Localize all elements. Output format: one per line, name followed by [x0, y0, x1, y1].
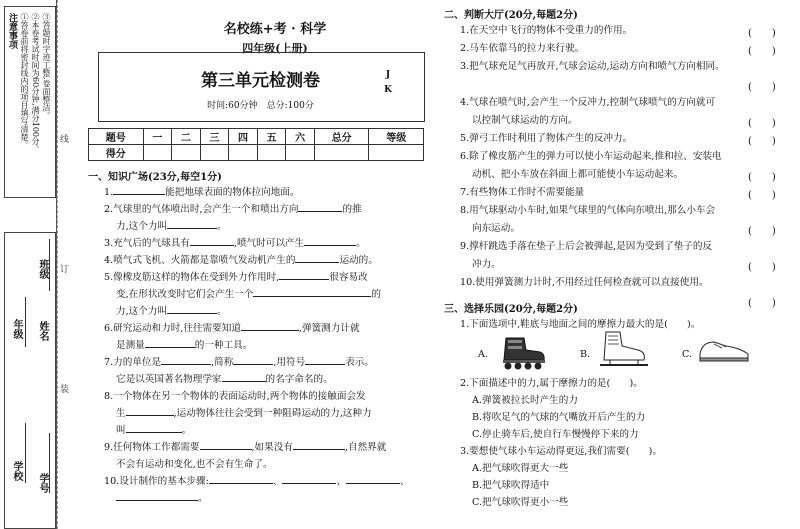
field-id: [35, 473, 50, 497]
s3-q1-option-c[interactable]: C.: [682, 349, 693, 360]
score-cell[interactable]: [369, 145, 424, 161]
s3-q1: 1.下面选项中,鞋底与地面之间的摩擦力最大的是( )。: [460, 319, 701, 330]
sneaker-icon: [696, 336, 752, 364]
field-class-line[interactable]: [49, 239, 50, 291]
field-id-label: 学号: [37, 473, 48, 493]
s1-q5: [104, 269, 368, 286]
answer-blank[interactable]: [293, 439, 345, 450]
answer-blank[interactable]: [304, 235, 356, 246]
answer-blank[interactable]: [116, 490, 198, 501]
answer-paren[interactable]: ( ): [748, 118, 776, 129]
score-cell[interactable]: [143, 145, 172, 161]
s1-q6-cont: [116, 337, 252, 354]
s1-q9-cont: [116, 456, 273, 473]
s1-q7-cont-text2: 的名字命名的。: [265, 374, 333, 385]
answer-blank[interactable]: [346, 473, 400, 484]
field-class-label: 班级: [37, 259, 48, 279]
s1-q6: [104, 320, 360, 337]
s1-q9-cont-text: 不会有运动和变化,也不会有生命了。: [116, 459, 273, 470]
answer-blank[interactable]: [233, 354, 273, 365]
s1-q7-text2: ,简称: [211, 357, 234, 368]
s1-q5-text2: 很容易改: [329, 272, 368, 283]
s3-q1-option-a[interactable]: A.: [478, 349, 488, 360]
notice-2: ②本卷考试时间为60分钟,满分100分。: [31, 13, 40, 153]
s3-q2-option-c[interactable]: C.停止骑车后,使自行车慢慢停下来的力: [472, 429, 639, 440]
cut-mark-staple: 订: [60, 265, 70, 275]
s1-q5-cont-text2: 的: [371, 289, 381, 300]
answer-blank[interactable]: [222, 371, 266, 382]
grade-label: 四年级(上册): [242, 42, 308, 55]
cut-mark-bind: 装: [60, 385, 70, 395]
score-table-header: [89, 129, 424, 145]
s1-q5-cont2-text2: 。: [217, 306, 227, 317]
field-school-label: 学校: [11, 461, 22, 481]
jk-mark: [382, 68, 394, 98]
s1-q5-cont2-text: 力,这个力叫: [116, 306, 168, 317]
s1-q1: [104, 184, 299, 201]
ice-skate-icon: [598, 330, 650, 370]
section2-title: 二、判断大厅(20分,每题2分): [444, 10, 578, 21]
answer-blank[interactable]: [145, 337, 195, 348]
s1-q10-text3: 、: [336, 476, 347, 487]
s1-q7-text4: 表示。: [345, 357, 374, 368]
s1-q2-text2: 的推: [342, 204, 362, 215]
s3-q3-option-a[interactable]: A.把气球吹得更大一些: [472, 463, 569, 474]
s3-q1-option-b[interactable]: B.: [580, 349, 591, 360]
exam-meta: 时间:60分钟 总分:100分: [207, 101, 314, 111]
cut-mark-line: 线: [60, 135, 70, 145]
field-name: [35, 321, 50, 345]
s1-q8-cont: [116, 405, 372, 422]
answer-paren[interactable]: ( ): [748, 46, 776, 57]
answer-blank[interactable]: [295, 252, 339, 263]
s1-q5-cont-text: 变,在形状改变时它们会产生一个: [116, 289, 254, 300]
score-header-cell: 题号: [89, 129, 144, 145]
s1-q8-cont2: [116, 422, 191, 439]
answer-blank[interactable]: [279, 269, 329, 280]
binding-sidebar: [0, 0, 57, 529]
s3-q3-option-b[interactable]: B.把气球吹得适中: [472, 480, 550, 491]
score-cell[interactable]: [257, 145, 286, 161]
answer-paren[interactable]: ( ): [748, 190, 776, 201]
s2-line-6: 以控制气球运动的方向。: [472, 115, 578, 126]
s3-q2-option-b[interactable]: B.将吹足气的气球的气嘴放开后产生的力: [472, 412, 646, 423]
answer-blank[interactable]: [167, 218, 217, 229]
score-header-cell: 等级: [369, 129, 424, 145]
answer-blank[interactable]: [200, 439, 252, 450]
answer-paren[interactable]: ( ): [748, 28, 776, 39]
cut-line: [57, 0, 58, 529]
s1-q8-cont2-text: 叫: [116, 425, 126, 436]
s2-line-15: 10.使用弹簧测力计时,不用经过任何检查就可以直接使用。: [460, 277, 709, 288]
s1-q8: [104, 388, 366, 405]
answer-blank[interactable]: [209, 473, 273, 484]
jk-mark-k: K: [384, 85, 392, 95]
section3-title: 三、选择乐园(20分,每题2分): [444, 304, 578, 315]
s1-q8-cont2-text2: 。: [181, 425, 192, 436]
s2-line-10: 7.有些物体工作时不需要能量: [460, 187, 585, 198]
score-header-cell: 四: [229, 129, 258, 145]
field-school: [9, 461, 24, 485]
field-class: [35, 259, 50, 283]
score-cell[interactable]: [172, 145, 201, 161]
s2-line-13: 9.撑杆跳选手落在垫子上后会被弹起,是因为受到了垫子的反: [460, 241, 713, 252]
s1-q5-cont: [116, 286, 381, 303]
s1-q10-cont: [116, 490, 208, 507]
score-cell[interactable]: [200, 145, 229, 161]
answer-paren[interactable]: ( ): [748, 226, 776, 237]
notice-box: [4, 6, 56, 198]
score-header-cell: 五: [257, 129, 286, 145]
field-id-line[interactable]: [49, 433, 50, 493]
s1-q7-cont: [116, 371, 333, 388]
s1-q10-text2: 、: [272, 476, 283, 487]
s1-q2-text: 2.气球里的气体喷出时,会产生一个和喷出方向: [104, 204, 299, 215]
s1-q9-text: 9.任何物体工作都需要: [104, 442, 200, 453]
s1-q3-text3: 。: [356, 238, 366, 249]
s1-q7-cont-text: 它是以英国著名物理学家: [116, 374, 222, 385]
s1-q7-text3: ,用符号: [273, 357, 306, 368]
s1-q6-cont-text: 是测量: [116, 340, 145, 351]
s1-q10: [104, 473, 410, 490]
score-row-label: 得分: [89, 145, 144, 161]
score-header-cell: 三: [200, 129, 229, 145]
score-header-cell: 二: [172, 129, 201, 145]
notice-3: ③答题时字迹工整,卷面整洁。: [42, 13, 51, 120]
s2-line-3: 3.把气球充足气再放开,气球会运动,运动方向和喷气方向相同。: [460, 61, 725, 72]
answer-paren[interactable]: ( ): [748, 136, 776, 147]
s1-q4-text: 4.喷气式飞机、火箭都是靠喷气发动机产生的: [104, 255, 296, 266]
answer-blank[interactable]: [161, 354, 211, 365]
score-header-cell: 总分: [314, 129, 369, 145]
answer-blank[interactable]: [113, 184, 165, 195]
s1-q9-text2: ,如果没有: [251, 442, 293, 453]
field-grade-label: 年级: [11, 319, 22, 339]
s3-q3: 3.要想使气球小车运动得更远,我们需要( )。: [460, 446, 662, 457]
answer-paren[interactable]: ( ): [748, 172, 776, 183]
s1-q5-text: 5.像橡皮筋这样的物体在受到外力作用时,: [104, 272, 280, 283]
s3-q2: 2.下面描述中的力,属于摩擦力的是( )。: [460, 378, 643, 389]
field-school-line[interactable]: [25, 423, 26, 483]
field-grade-line[interactable]: [25, 297, 26, 347]
s1-q2: [104, 201, 362, 218]
answer-blank[interactable]: [253, 286, 371, 297]
s1-q9: [104, 439, 386, 456]
s2-line-1: 1.在天空中飞行的物体不受重力的作用。: [460, 25, 633, 36]
s1-q2-cont: [116, 218, 227, 235]
notice-label: 注意事项: [7, 13, 17, 49]
answer-blank[interactable]: [167, 303, 217, 314]
series-title: 名校练+考 · 科学: [223, 22, 327, 37]
score-table: [88, 128, 424, 161]
s1-q3: [104, 235, 366, 252]
s1-q1-text: 1.: [104, 187, 114, 198]
section1-title: 一、知识广场(23分,每空1分): [88, 172, 222, 183]
answer-blank[interactable]: [190, 235, 234, 246]
field-name-label: 姓名: [37, 321, 48, 341]
s2-line-11: 8.用气球驱动小车时,如果气球里的气体向东喷出,那么小车会: [460, 205, 716, 216]
answer-paren[interactable]: ( ): [748, 298, 776, 309]
s1-q6-text2: ,弹簧测力计就: [298, 323, 360, 334]
s2-line-8: 6.除了橡皮筋产生的弹力可以使小车运动起来,推和拉、安装电: [460, 151, 722, 162]
score-header-cell: 六: [286, 129, 315, 145]
s2-line-7: 5.弹弓工作时利用了物体产生的反冲力。: [460, 133, 633, 144]
field-grade: [9, 319, 24, 343]
score-cell[interactable]: [314, 145, 369, 161]
s1-q4: [104, 252, 378, 269]
answer-paren[interactable]: ( ): [748, 82, 776, 93]
s2-line-2: 2.马车依靠马的拉力来行驶。: [460, 43, 585, 54]
s1-q6-text: 6.研究运动和力时,往往需要知道: [104, 323, 241, 334]
answer-blank[interactable]: [126, 405, 174, 416]
s1-q10-text4: 、: [400, 476, 410, 487]
s3-q3-option-c[interactable]: C.把气球吹得更小一些: [472, 497, 569, 508]
score-header-cell: 一: [143, 129, 172, 145]
answer-blank[interactable]: [282, 473, 336, 484]
s2-line-5: 4.气球在喷气时,会产生一个反冲力,控制气球喷气的方向就可: [460, 97, 716, 108]
answer-paren[interactable]: ( ): [748, 262, 776, 273]
s1-q10-cont-text2: 。: [198, 493, 208, 504]
s1-q1-text2: 能把地球表面的物体拉向地面。: [165, 187, 300, 198]
score-table-row: [89, 145, 424, 161]
answer-blank[interactable]: [305, 354, 345, 365]
s1-q8-text: 8.一个物体在另一个物体的表面运动时,两个物体的接触面会发: [104, 391, 366, 402]
student-info-box: [4, 232, 56, 529]
jk-mark-j: J: [385, 70, 391, 80]
s1-q9-text3: ,自然界就: [344, 442, 387, 453]
roller-skate-icon: [498, 334, 548, 370]
score-cell[interactable]: [229, 145, 258, 161]
s1-q7: [104, 354, 374, 371]
s1-q3-text: 3.充气后的气球具有: [104, 238, 190, 249]
s1-q4-text2: 运动的。: [339, 255, 378, 266]
s1-q3-text2: ,喷气时可以产生: [233, 238, 305, 249]
s2-line-9: 动机、把小车放在斜面上都可能使小车运动起来。: [472, 169, 684, 180]
score-cell[interactable]: [286, 145, 315, 161]
notice-1: ①答卷前将密封线内的项目填写清楚。: [20, 13, 29, 149]
s1-q2-cont-text2: 。: [217, 221, 227, 232]
s1-q8-cont-text2: ,运动物体往往会受到一种阻碍运动的力,这种力: [173, 408, 372, 419]
answer-blank[interactable]: [241, 320, 299, 331]
s2-line-12: 向东运动。: [472, 223, 520, 234]
s1-q5-cont2: [116, 303, 227, 320]
s3-q2-option-a[interactable]: A.弹簧被拉长时产生的力: [472, 395, 578, 406]
s2-line-14: 冲力。: [472, 259, 501, 270]
page-title: 第三单元检测卷: [201, 71, 320, 91]
s1-q2-cont-text: 力,这个力叫: [116, 221, 168, 232]
answer-blank[interactable]: [298, 201, 342, 212]
s1-q6-cont-text2: 的一种工具。: [194, 340, 253, 351]
s1-q10-text: 10.设计制作的基本步骤:: [104, 476, 209, 487]
s1-q8-cont-text: 生: [116, 408, 126, 419]
answer-blank[interactable]: [126, 422, 182, 433]
s1-q7-text: 7.力的单位是: [104, 357, 162, 368]
